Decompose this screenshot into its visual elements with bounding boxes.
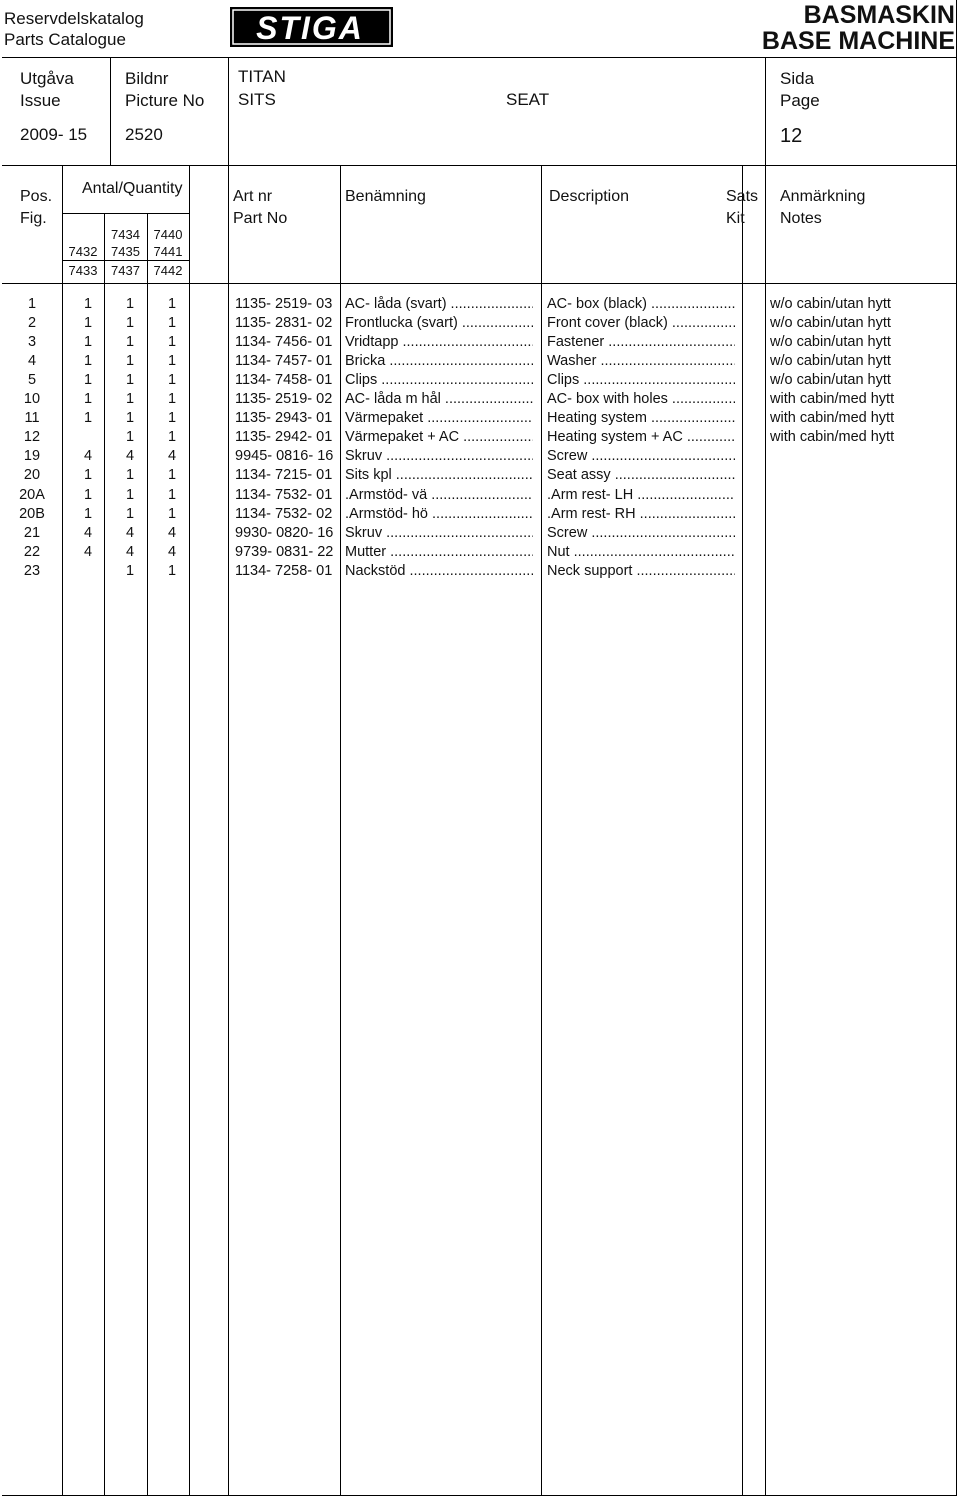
q3-model-c: 7442 [153, 263, 183, 278]
row-part-number: 1134- 7456- 01 [235, 334, 333, 351]
row-qty-2: 1 [125, 315, 135, 332]
section-title-en: BASE MACHINE [761, 27, 955, 55]
row-description-en: Washer ..... [547, 352, 735, 371]
row-description-en: Seat assy ..... [547, 466, 735, 485]
row-name-sv: .Armstöd- vä ..... [345, 486, 533, 505]
row-note: w/o cabin/utan hytt [770, 334, 891, 351]
row-pos: 11 [24, 410, 40, 427]
col-kit-sv: Sats [726, 188, 759, 205]
picture-value: 2520 [125, 125, 163, 144]
row-qty-2: 4 [125, 524, 135, 541]
q3-model-a: 7440 [153, 227, 183, 242]
row-part-number: 1135- 2519- 03 [235, 296, 333, 312]
col-divider-issue [110, 57, 111, 165]
col-notes-sv: Anmärkning [780, 188, 866, 205]
row-pos: 2 [27, 315, 37, 332]
page-label-en: Page [780, 91, 820, 110]
row-name-sv: Bricka ..... [345, 352, 533, 371]
row-part-number: 1135- 2831- 02 [235, 315, 333, 332]
row-description-en: .Arm rest- RH ..... [547, 505, 735, 524]
col-kit-en: Kit [726, 210, 745, 227]
row-note: w/o cabin/utan hytt [770, 315, 891, 332]
row-part-number: 1134- 7532- 02 [235, 505, 333, 522]
row-description-en: Heating system + AC ..... [547, 428, 735, 447]
col-pos-sv: Pos. [20, 188, 53, 205]
row-qty-2: 1 [125, 429, 135, 446]
row-qty-3: 1 [167, 315, 177, 332]
col-notes-en: Notes [780, 210, 822, 227]
row-qty-3: 1 [167, 505, 177, 522]
row-note: with cabin/med hytt [770, 391, 895, 408]
row-name-sv: AC- låda m hål ..... [345, 390, 533, 409]
row-description-en: Screw ..... [547, 524, 735, 543]
model-name: TITAN [238, 67, 286, 86]
table-row [0, 562, 960, 581]
row-pos: 10 [23, 391, 41, 408]
section-title-sv: BASMASKIN [803, 1, 955, 29]
table-row [0, 409, 960, 428]
row-part-number: 1135- 2942- 01 [235, 429, 333, 446]
row-description-en: .Arm rest- LH ..... [547, 486, 735, 505]
row-qty-1: 1 [83, 391, 93, 408]
row-qty-1: 1 [83, 315, 93, 332]
table-row [0, 295, 960, 314]
row-note: w/o cabin/utan hytt [770, 296, 891, 312]
picture-label-en: Picture No [125, 91, 205, 110]
row-qty-1: 1 [83, 353, 93, 370]
row-pos: 23 [23, 562, 41, 579]
col-art-en: Part No [233, 210, 288, 227]
header-divider [2, 57, 957, 58]
q1-model-b: 7433 [68, 263, 98, 278]
row-name-sv: Skruv ..... [345, 524, 533, 543]
row-pos: 1 [27, 296, 37, 312]
row-name-sv: Vridtapp ..... [345, 333, 533, 352]
row-qty-3: 1 [167, 410, 177, 427]
row-pos: 21 [23, 524, 41, 541]
row-pos: 4 [27, 353, 37, 370]
row-qty-3: 1 [167, 372, 177, 389]
row-qty-1: 1 [83, 334, 93, 351]
row-note: w/o cabin/utan hytt [770, 372, 891, 389]
table-row [0, 505, 960, 524]
row-name-sv: Sits kpl ..... [345, 466, 533, 485]
row-part-number: 1135- 2519- 02 [235, 391, 333, 408]
row-qty-2: 1 [125, 391, 135, 408]
col-description-en: Description [549, 188, 630, 205]
table-top-divider [2, 283, 957, 284]
table-row [0, 524, 960, 543]
row-pos: 20A [19, 486, 45, 503]
row-name-sv: Clips ..... [345, 371, 533, 390]
q2-model-c: 7437 [111, 263, 140, 278]
row-part-number: 9945- 0816- 16 [235, 448, 334, 465]
table-row [0, 371, 960, 390]
row-pos: 3 [27, 334, 37, 351]
row-qty-2: 1 [125, 505, 135, 522]
section-name-en: SEAT [506, 90, 550, 109]
row-qty-3: 1 [167, 562, 177, 579]
row-qty-1: 4 [83, 524, 93, 541]
row-name-sv: Nackstöd ..... [345, 562, 533, 581]
row-qty-3: 4 [167, 524, 177, 541]
row-qty-2: 1 [125, 410, 135, 427]
q3-model-b: 7441 [153, 244, 183, 259]
row-description-en: AC- box (black) ..... [547, 295, 735, 314]
col-divider-page [765, 57, 766, 1496]
row-pos: 22 [23, 543, 41, 560]
row-description-en: Clips ..... [547, 371, 735, 390]
row-qty-1: 4 [83, 448, 93, 465]
row-qty-3: 4 [167, 448, 177, 465]
q2-model-b: 7435 [111, 244, 140, 259]
row-name-sv: Mutter ..... [345, 543, 533, 562]
row-qty-2: 4 [125, 543, 135, 560]
row-pos: 12 [23, 429, 41, 446]
row-description-en: AC- box with holes ..... [547, 390, 735, 409]
row-qty-3: 1 [167, 391, 177, 408]
row-qty-2: 1 [125, 562, 135, 579]
row-pos: 20B [19, 505, 45, 522]
row-part-number: 9930- 0820- 16 [235, 524, 334, 541]
table-row [0, 543, 960, 562]
table-row [0, 486, 960, 505]
row-part-number: 1135- 2943- 01 [235, 410, 333, 427]
row-name-sv: Frontlucka (svart) ..... [345, 314, 533, 333]
row-qty-2: 4 [125, 448, 135, 465]
row-description-en: Heating system ..... [547, 409, 735, 428]
col-name-sv: Benämning [345, 188, 426, 205]
table-row [0, 333, 960, 352]
table-row [0, 352, 960, 371]
row-description-en: Neck support ..... [547, 562, 735, 581]
row-qty-2: 1 [125, 353, 135, 370]
row-pos: 5 [27, 372, 37, 389]
row-qty-3: 1 [167, 467, 177, 484]
q2-model-a: 7434 [111, 227, 140, 242]
row-part-number: 1134- 7215- 01 [235, 467, 333, 484]
row-name-sv: Skruv ..... [345, 447, 533, 466]
row-qty-3: 1 [167, 353, 177, 370]
row-part-number: 1134- 7258- 01 [235, 562, 333, 579]
table-row [0, 466, 960, 485]
row-note: w/o cabin/utan hytt [770, 353, 891, 370]
row-part-number: 1134- 7458- 01 [235, 372, 333, 389]
quantity-header-underline [62, 213, 190, 214]
row-qty-2: 1 [125, 334, 135, 351]
table-row [0, 390, 960, 409]
row-part-number: 1134- 7457- 01 [235, 353, 333, 370]
table-row [0, 428, 960, 447]
stiga-logo [230, 7, 393, 47]
section-name-sv: SITS [238, 90, 276, 109]
table-row [0, 447, 960, 466]
row-description-en: Front cover (black) ..... [547, 314, 735, 333]
row-qty-1: 1 [83, 372, 93, 389]
row-qty-1: 4 [83, 543, 93, 560]
col-pos-en: Fig. [20, 210, 47, 227]
row-description-en: Nut ..... [547, 543, 735, 562]
row-note: with cabin/med hytt [770, 410, 895, 427]
col-quantity: Antal/Quantity [82, 180, 183, 197]
row-qty-3: 1 [167, 429, 177, 446]
row-name-sv: .Armstöd- hö ..... [345, 505, 533, 524]
row-qty-1: 1 [83, 486, 93, 503]
issue-label-en: Issue [20, 91, 61, 110]
row-name-sv: AC- låda (svart) ..... [345, 295, 533, 314]
row-qty-1: 1 [83, 467, 93, 484]
issue-value: 2009- 15 [20, 125, 88, 144]
svg-text:STIGA: STIGA [256, 10, 364, 46]
row-qty-1: 1 [83, 296, 93, 312]
col-divider-main [228, 57, 229, 1496]
catalog-title-sv: Reservdelskatalog [4, 9, 144, 28]
page-label-sv: Sida [780, 69, 815, 88]
row-qty-3: 1 [167, 296, 177, 312]
row-qty-2: 1 [125, 296, 135, 312]
row-description-en: Screw ..... [547, 447, 735, 466]
col-art-sv: Art nr [233, 188, 273, 205]
page-number: 12 [780, 125, 803, 147]
row-qty-1: 1 [83, 410, 93, 427]
row-name-sv: Värmepaket + AC ..... [345, 428, 533, 447]
table-row [0, 314, 960, 333]
catalog-title-en: Parts Catalogue [4, 30, 126, 49]
row-qty-3: 1 [167, 486, 177, 503]
row-qty-2: 1 [125, 372, 135, 389]
column-header-divider [2, 165, 957, 166]
row-qty-2: 1 [125, 486, 135, 503]
q1-model-a: 7432 [68, 244, 98, 259]
row-description-en: Fastener ..... [547, 333, 735, 352]
row-name-sv: Värmepaket ..... [345, 409, 533, 428]
row-qty-1: 1 [83, 505, 93, 522]
row-qty-2: 1 [125, 467, 135, 484]
row-pos: 20 [23, 467, 41, 484]
row-note: with cabin/med hytt [770, 429, 895, 446]
picture-label-sv: Bildnr [125, 69, 169, 88]
issue-label-sv: Utgåva [20, 69, 74, 88]
row-part-number: 9739- 0831- 22 [235, 543, 334, 560]
row-part-number: 1134- 7532- 01 [235, 486, 333, 503]
row-qty-3: 4 [167, 543, 177, 560]
row-qty-3: 1 [167, 334, 177, 351]
row-pos: 19 [23, 448, 41, 465]
